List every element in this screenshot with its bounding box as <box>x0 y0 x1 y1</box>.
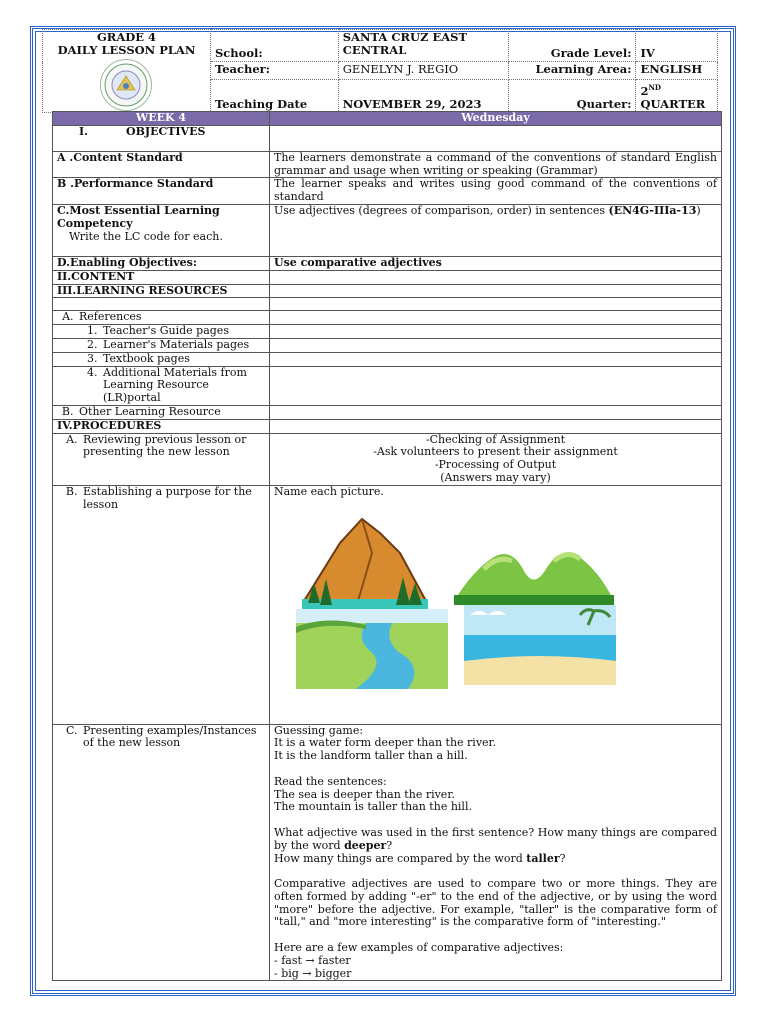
learning-resources-heading: III.LEARNING RESOURCES <box>53 284 270 298</box>
proc-c-content: Guessing game: It is a water form deeper than the river. It is the landform taller than a hill. Read the sentences: The sea is deeper than the river. The mountain is taller than the hill. What adjective was used in the first sentence? How many things are compared by the word deeper? How many things are compared by the word taller? Comparative adjectives are used to compare two or more things. They are often formed by adding "-er" to the end of the adjective, or by using the word "more" before the adjective. For example, "taller" is the comparative form of "tall," and "more interesting" is the comparative form of "interesting." Here are a few examples of comparative adjectives: - fast → faster - big → bigger <box>270 724 722 981</box>
mountain-picture <box>300 513 430 613</box>
date-value: NOVEMBER 29, 2023 <box>338 80 508 113</box>
melc-text: Use adjectives (degrees of comparison, order) in sentences (EN4G-IIIa-13) <box>270 204 722 256</box>
question-1: What adjective was used in the first sentence? How many things are compared by the word deeper? <box>274 825 717 852</box>
melc-code: (EN4G-IIIa-13 <box>608 203 697 217</box>
grade-title: GRADE 4 <box>96 30 157 44</box>
example-item: - big → bigger <box>274 966 352 980</box>
grade-level-label: Grade Level: <box>508 30 636 62</box>
melc-note: Write the LC code for each. <box>69 229 223 243</box>
date-label: Teaching Date <box>210 80 338 113</box>
hill-picture <box>454 539 614 609</box>
comparative-explanation: Comparative adjectives are used to compare two or more things. They are often formed by adding "-er" to the end of the adjective, or by using the word "more" before the adjective. For example, "taller" is the comparative form of "tall," and "more interesting" is the comparative form of "interesting." <box>274 877 717 929</box>
river-picture <box>296 609 448 689</box>
procedures-heading: IV.PROCEDURES <box>53 419 270 433</box>
learning-area-value: ENGLISH <box>636 62 718 80</box>
quarter-label: Quarter: <box>508 80 636 113</box>
performance-standard-label: B .Performance Standard <box>53 178 270 205</box>
melc-label-cell <box>53 204 270 256</box>
proc-b-content <box>270 485 722 724</box>
school-label: School: <box>210 30 338 62</box>
content-standard-label: A .Content Standard <box>53 151 270 178</box>
school-value: SANTA CRUZ EAST CENTRAL <box>338 30 508 62</box>
proc-a-label: A. Reviewing previous lesson or presenting the new lesson <box>53 433 270 485</box>
header-table <box>42 29 718 113</box>
references-label: A. References <box>53 311 270 325</box>
lesson-plan-table <box>52 111 722 981</box>
teacher-value: GENELYN J. REGIO <box>338 62 508 80</box>
content-heading: II.CONTENT <box>53 270 270 284</box>
proc-a-content: -Checking of Assignment -Ask volunteers to present their assignment -Processing of Output (Answers may vary) <box>270 433 722 485</box>
melc-label: C.Most Essential Learning Competency <box>57 203 220 230</box>
quarter-value: 2ND QUARTER <box>636 80 718 113</box>
header-grade-cell <box>43 30 211 113</box>
deped-seal-icon <box>100 59 152 111</box>
teacher-label: Teacher: <box>210 62 338 80</box>
performance-standard-text: The learner speaks and writes using good command of the conventions of standard <box>270 178 722 205</box>
enabling-objectives-text: Use comparative adjectives <box>270 256 722 270</box>
ref-item: 3. Textbook pages <box>53 352 270 366</box>
other-resource-label: B. Other Learning Resource <box>53 405 270 419</box>
objectives-heading: I. OBJECTIVES <box>53 125 270 151</box>
enabling-objectives-label: D.Enabling Objectives: <box>53 256 270 270</box>
ref-item: 1. Teacher's Guide pages <box>53 325 270 339</box>
name-each-picture: Name each picture. <box>274 484 384 498</box>
proc-c-label: C. Presenting examples/Instances of the new lesson <box>53 724 270 981</box>
proc-b-label: B. Establishing a purpose for the lesson <box>53 485 270 724</box>
grade-level-value: IV <box>636 30 718 62</box>
learning-area-label: Learning Area: <box>508 62 636 80</box>
week-label: WEEK 4 <box>53 112 270 126</box>
content-standard-text: The learners demonstrate a command of the conventions of standard English grammar and usage when writing or speaking (Grammar) <box>270 151 722 178</box>
ref-item: 4. Additional Materials from Learning Resource (LR)portal <box>53 366 270 405</box>
week-day: Wednesday <box>270 112 722 126</box>
plan-title: DAILY LESSON PLAN <box>57 43 196 57</box>
ref-item: 2. Learner's Materials pages <box>53 338 270 352</box>
example-item: - fast → faster <box>274 953 351 967</box>
sea-picture <box>464 605 616 685</box>
question-2: How many things are compared by the word taller? <box>274 851 566 865</box>
